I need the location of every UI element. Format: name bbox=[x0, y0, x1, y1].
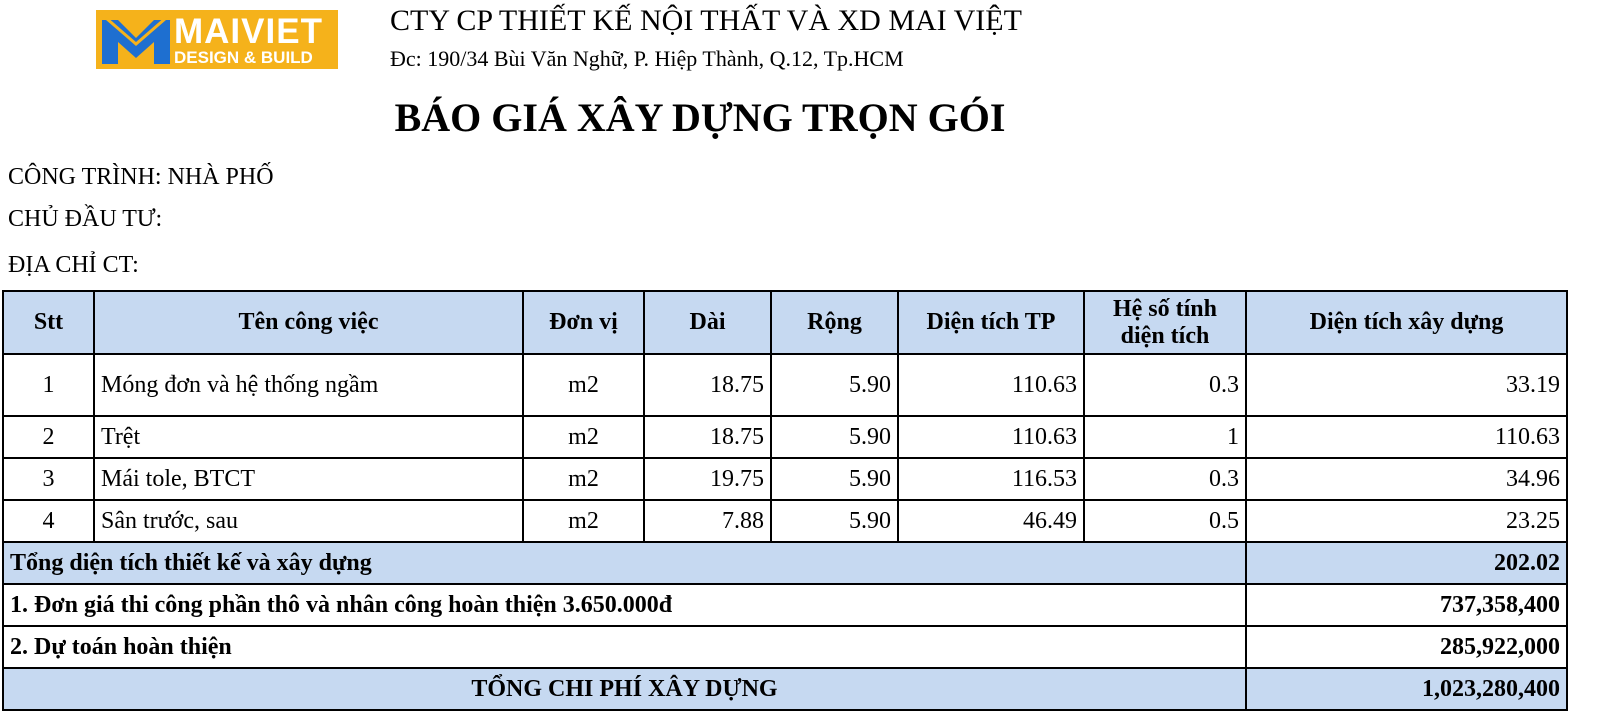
cell-build-area: 33.19 bbox=[1246, 354, 1567, 416]
header-unit: Đơn vị bbox=[523, 291, 644, 354]
cell-stt: 2 bbox=[3, 416, 94, 458]
cell-unit: m2 bbox=[523, 416, 644, 458]
cell-length: 18.75 bbox=[644, 416, 771, 458]
cell-length: 19.75 bbox=[644, 458, 771, 500]
table-row bbox=[3, 354, 1567, 416]
cell-width: 5.90 bbox=[771, 500, 898, 542]
grand-total-label: TỔNG CHI PHÍ XÂY DỰNG bbox=[3, 668, 1246, 710]
header-length: Dài bbox=[644, 291, 771, 354]
cell-coef: 0.3 bbox=[1084, 458, 1246, 500]
cell-stt: 4 bbox=[3, 500, 94, 542]
site-label: ĐỊA CHỈ CT: bbox=[8, 252, 139, 278]
total-area-value: 202.02 bbox=[1246, 542, 1567, 584]
header-coef: Hệ số tính diện tích bbox=[1084, 291, 1246, 354]
total-area-label: Tổng diện tích thiết kế và xây dựng bbox=[3, 542, 1246, 584]
cost2-label: 2. Dự toán hoàn thiện bbox=[3, 626, 1246, 668]
cell-area: 46.49 bbox=[898, 500, 1084, 542]
company-name: CTY CP THIẾT KẾ NỘI THẤT VÀ XD MAI VIỆT bbox=[390, 4, 1022, 37]
cost1-label: 1. Đơn giá thi công phần thô và nhân công hoàn thiện 3.650.000đ bbox=[3, 584, 1246, 626]
cell-stt: 1 bbox=[3, 354, 94, 416]
table-row bbox=[3, 500, 1567, 542]
cost-row-1 bbox=[3, 584, 1567, 626]
grand-total-value: 1,023,280,400 bbox=[1246, 668, 1567, 710]
cell-build-area: 34.96 bbox=[1246, 458, 1567, 500]
quote-table bbox=[2, 290, 1568, 711]
cell-coef: 0.3 bbox=[1084, 354, 1246, 416]
header-area: Diện tích TP bbox=[898, 291, 1084, 354]
cell-unit: m2 bbox=[523, 500, 644, 542]
cell-width: 5.90 bbox=[771, 354, 898, 416]
table-row bbox=[3, 416, 1567, 458]
cell-unit: m2 bbox=[523, 354, 644, 416]
header-task: Tên công việc bbox=[94, 291, 523, 354]
owner-label: CHỦ ĐẦU TƯ: bbox=[8, 206, 163, 232]
cell-coef: 0.5 bbox=[1084, 500, 1246, 542]
project-label: CÔNG TRÌNH: NHÀ PHỐ bbox=[8, 164, 274, 190]
cell-area: 110.63 bbox=[898, 354, 1084, 416]
header-width: Rộng bbox=[771, 291, 898, 354]
grand-total-row bbox=[3, 668, 1567, 710]
cell-area: 110.63 bbox=[898, 416, 1084, 458]
cost2-value: 285,922,000 bbox=[1246, 626, 1567, 668]
header-stt: Stt bbox=[3, 291, 94, 354]
table-row bbox=[3, 458, 1567, 500]
table-header-row bbox=[3, 291, 1567, 354]
cell-coef: 1 bbox=[1084, 416, 1246, 458]
total-area-row bbox=[3, 542, 1567, 584]
company-logo bbox=[96, 10, 338, 69]
cell-task: Móng đơn và hệ thống ngầm bbox=[94, 354, 523, 416]
logo-name: MAIVIET bbox=[174, 11, 323, 51]
cell-length: 7.88 bbox=[644, 500, 771, 542]
cell-task: Mái tole, BTCT bbox=[94, 458, 523, 500]
cell-unit: m2 bbox=[523, 458, 644, 500]
page-title: BÁO GIÁ XÂY DỰNG TRỌN GÓI bbox=[394, 95, 1006, 140]
logo-tagline: DESIGN & BUILD bbox=[174, 47, 313, 67]
cost-row-2 bbox=[3, 626, 1567, 668]
cell-stt: 3 bbox=[3, 458, 94, 500]
company-address: Đc: 190/34 Bùi Văn Nghữ, P. Hiệp Thành, Q.12, Tp.HCM bbox=[390, 46, 904, 71]
header-build-area: Diện tích xây dựng bbox=[1246, 291, 1567, 354]
cost1-value: 737,358,400 bbox=[1246, 584, 1567, 626]
cell-build-area: 110.63 bbox=[1246, 416, 1567, 458]
cell-build-area: 23.25 bbox=[1246, 500, 1567, 542]
cell-length: 18.75 bbox=[644, 354, 771, 416]
cell-task: Trệt bbox=[94, 416, 523, 458]
cell-task: Sân trước, sau bbox=[94, 500, 523, 542]
logo-mark-icon bbox=[100, 14, 172, 66]
cell-width: 5.90 bbox=[771, 416, 898, 458]
cell-width: 5.90 bbox=[771, 458, 898, 500]
cell-area: 116.53 bbox=[898, 458, 1084, 500]
